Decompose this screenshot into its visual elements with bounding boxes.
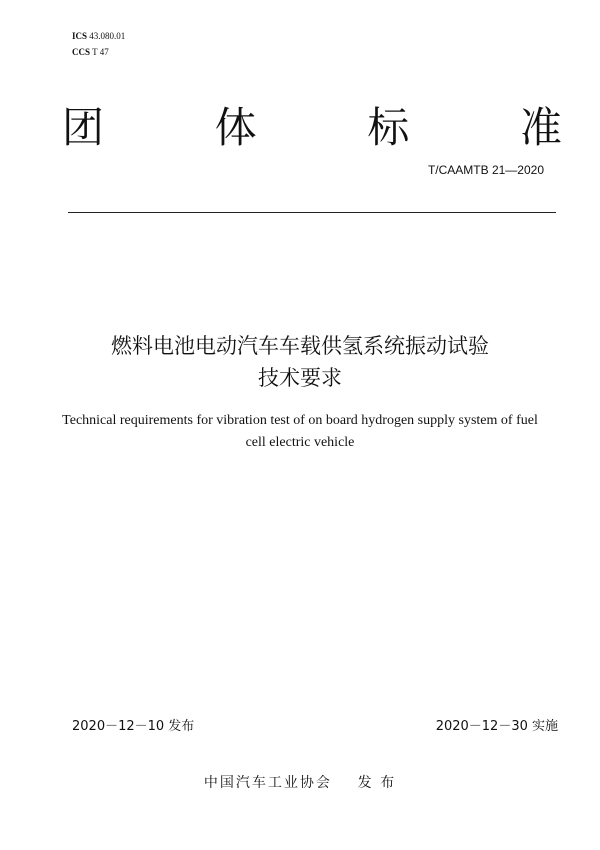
divider bbox=[68, 212, 556, 213]
ccs-code bbox=[72, 44, 125, 60]
publisher: 中国汽车工业协会 bbox=[203, 775, 332, 791]
cn-title-line2: 技术要求 bbox=[258, 366, 342, 390]
publish-word: 发 布 bbox=[357, 775, 397, 791]
standard-type-title bbox=[62, 100, 562, 156]
title-char: 团 bbox=[62, 103, 105, 152]
en-title bbox=[20, 410, 580, 454]
ics-value: 43.080.01 bbox=[89, 31, 126, 41]
en-title-line1: Technical requirements for vibration test of on board hydrogen supply system of fuel bbox=[62, 413, 538, 428]
title-char: 准 bbox=[519, 103, 562, 152]
ccs-label: CCS bbox=[72, 47, 91, 57]
ics-code bbox=[72, 28, 125, 44]
implement-date: 2020－12－30 实施 bbox=[435, 719, 558, 734]
title-char: 体 bbox=[214, 103, 257, 152]
cn-title-line1: 燃料电池电动汽车车载供氢系统振动试验 bbox=[111, 334, 489, 358]
classification-codes bbox=[72, 28, 125, 60]
title-char: 标 bbox=[367, 103, 410, 152]
standard-code: T/CAAMTB 21—2020 bbox=[427, 163, 544, 177]
en-title-line2: cell electric vehicle bbox=[245, 435, 355, 450]
publish-date: 2020－12－10 发布 bbox=[72, 719, 195, 734]
ics-label: ICS bbox=[72, 31, 88, 41]
ccs-value: T 47 bbox=[92, 47, 109, 57]
publisher-line bbox=[0, 772, 600, 792]
